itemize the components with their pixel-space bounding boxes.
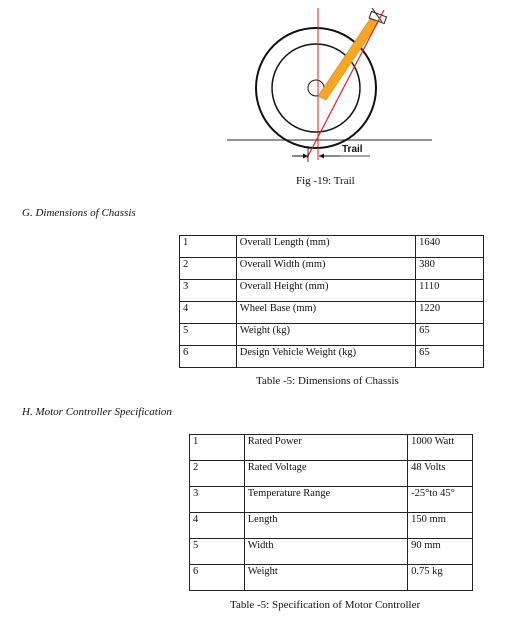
table-row [190, 461, 473, 487]
table-row [190, 565, 473, 591]
table-row [180, 236, 484, 258]
row-number: 5 [190, 539, 245, 565]
value-cell: 90 mm [408, 539, 473, 565]
trail-label: Trail [342, 144, 363, 155]
value-cell: 65 [416, 346, 484, 368]
row-number: 6 [180, 346, 237, 368]
value-cell: 1000 Watt [408, 435, 473, 461]
table-row [190, 487, 473, 513]
row-number: 3 [180, 280, 237, 302]
row-number: 2 [180, 258, 237, 280]
value-cell: -25°to 45° [408, 487, 473, 513]
trail-figure [222, 8, 442, 168]
motor-controller-table [189, 434, 473, 591]
row-number: 4 [190, 513, 245, 539]
value-cell: 1640 [416, 236, 484, 258]
parameter-cell: Wheel Base (mm) [236, 302, 415, 324]
row-number: 5 [180, 324, 237, 346]
section-h-heading: H. Motor Controller Specification [22, 406, 172, 418]
table-row [180, 324, 484, 346]
parameter-cell: Design Vehicle Weight (kg) [236, 346, 415, 368]
table-row [190, 539, 473, 565]
value-cell: 65 [416, 324, 484, 346]
value-cell: 380 [416, 258, 484, 280]
row-number: 4 [180, 302, 237, 324]
chassis-table-caption: Table -5: Dimensions of Chassis [256, 375, 399, 387]
table-row [180, 258, 484, 280]
figure-caption: Fig -19: Trail [296, 175, 355, 187]
parameter-cell: Length [244, 513, 407, 539]
section-g-heading: G. Dimensions of Chassis [22, 207, 136, 219]
value-cell: 0.75 kg [408, 565, 473, 591]
row-number: 1 [190, 435, 245, 461]
parameter-cell: Overall Width (mm) [236, 258, 415, 280]
value-cell: 1220 [416, 302, 484, 324]
parameter-cell: Temperature Range [244, 487, 407, 513]
parameter-cell: Weight [244, 565, 407, 591]
motor-table-caption: Table -5: Specification of Motor Controller [230, 599, 421, 611]
table-row [190, 435, 473, 461]
parameter-cell: Overall Height (mm) [236, 280, 415, 302]
table-row [180, 302, 484, 324]
parameter-cell: Weight (kg) [236, 324, 415, 346]
chassis-dimensions-table [179, 235, 484, 368]
value-cell: 48 Volts [408, 461, 473, 487]
parameter-cell: Rated Power [244, 435, 407, 461]
parameter-cell: Overall Length (mm) [236, 236, 415, 258]
row-number: 3 [190, 487, 245, 513]
row-number: 6 [190, 565, 245, 591]
table-row [180, 280, 484, 302]
value-cell: 150 mm [408, 513, 473, 539]
value-cell: 1110 [416, 280, 484, 302]
table-row [180, 346, 484, 368]
row-number: 2 [190, 461, 245, 487]
trail-arrowhead-right [319, 154, 324, 159]
parameter-cell: Width [244, 539, 407, 565]
row-number: 1 [180, 236, 237, 258]
parameter-cell: Rated Voltage [244, 461, 407, 487]
table-row [190, 513, 473, 539]
